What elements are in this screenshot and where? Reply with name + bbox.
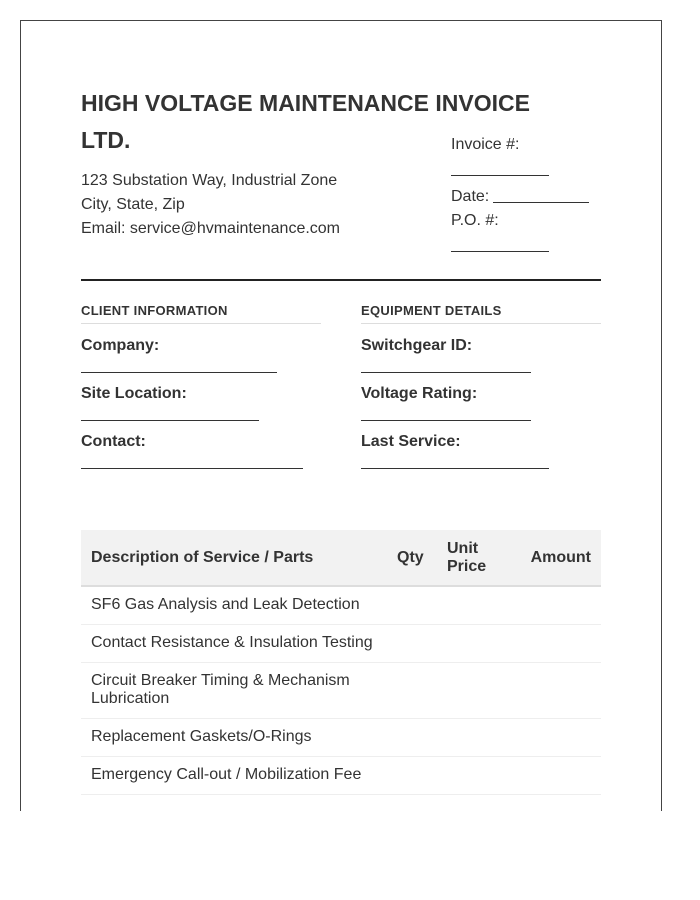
qty-column-header: Qty (387, 530, 437, 586)
switchgear-id-label: Switchgear ID: (361, 337, 473, 354)
company-address (81, 169, 340, 241)
voltage-rating-label: Voltage Rating: (361, 385, 478, 402)
invoice-number-field[interactable] (451, 157, 549, 176)
services-table (81, 530, 601, 795)
client-site-location-field (81, 384, 321, 432)
date-label: Date: (451, 188, 490, 205)
address-line-1: 123 Substation Way, Industrial Zone (81, 172, 338, 189)
client-site-location-input-line[interactable] (81, 420, 259, 421)
services-table-wrapper (81, 530, 601, 795)
amount-column-header: Amount (509, 530, 601, 586)
row-amount[interactable] (509, 756, 601, 794)
row-amount[interactable] (509, 624, 601, 662)
invoice-meta (451, 133, 589, 260)
date-row (451, 184, 589, 209)
row-amount[interactable] (509, 718, 601, 756)
po-number-label: P.O. #: (451, 212, 499, 229)
client-site-location-label: Site Location: (81, 385, 187, 402)
table-row (81, 624, 601, 662)
po-number-field[interactable] (451, 233, 549, 252)
switchgear-id-input-line[interactable] (361, 372, 531, 373)
description-column-header: Description of Service / Parts (81, 530, 387, 586)
row-unit-price[interactable] (437, 718, 509, 756)
client-contact-field (81, 432, 321, 480)
row-unit-price[interactable] (437, 662, 509, 718)
client-contact-label: Contact: (81, 433, 146, 450)
table-row (81, 586, 601, 624)
row-qty[interactable] (387, 756, 437, 794)
last-service-label: Last Service: (361, 433, 461, 450)
row-description: Circuit Breaker Timing & Mechanism Lubrication (81, 662, 387, 718)
last-service-input-line[interactable] (361, 468, 549, 469)
row-description: Emergency Call-out / Mobilization Fee (81, 756, 387, 794)
invoice-sheet (20, 20, 662, 811)
row-unit-price[interactable] (437, 586, 509, 624)
row-description: Replacement Gaskets/O-Rings (81, 718, 387, 756)
row-qty[interactable] (387, 662, 437, 718)
table-header-row (81, 530, 601, 586)
row-amount[interactable] (509, 662, 601, 718)
invoice-number-label: Invoice #: (451, 136, 520, 153)
company-name: HIGH VOLTAGE MAINTENANCE INVOICE LTD. (81, 90, 530, 153)
client-company-field (81, 336, 321, 384)
equipment-details-section (361, 303, 601, 480)
row-unit-price[interactable] (437, 624, 509, 662)
last-service-field (361, 432, 601, 480)
row-unit-price[interactable] (437, 756, 509, 794)
client-information-section (81, 303, 321, 480)
date-field[interactable] (493, 184, 589, 203)
address-line-2: City, State, Zip (81, 196, 185, 213)
row-qty[interactable] (387, 586, 437, 624)
row-amount[interactable] (509, 586, 601, 624)
row-qty[interactable] (387, 624, 437, 662)
unit-price-column-header: Unit Price (437, 530, 509, 586)
equipment-details-title: EQUIPMENT DETAILS (361, 303, 601, 324)
row-qty[interactable] (387, 718, 437, 756)
client-company-label: Company: (81, 337, 160, 354)
row-description: Contact Resistance & Insulation Testing (81, 624, 387, 662)
voltage-rating-input-line[interactable] (361, 420, 531, 421)
client-information-title: CLIENT INFORMATION (81, 303, 321, 324)
company-email: Email: service@hvmaintenance.com (81, 220, 341, 237)
table-row (81, 662, 601, 718)
table-row (81, 756, 601, 794)
client-company-input-line[interactable] (81, 372, 277, 373)
row-description: SF6 Gas Analysis and Leak Detection (81, 586, 387, 624)
header-divider (81, 279, 601, 281)
voltage-rating-field (361, 384, 601, 432)
client-contact-input-line[interactable] (81, 468, 303, 469)
table-row (81, 718, 601, 756)
switchgear-id-field (361, 336, 601, 384)
